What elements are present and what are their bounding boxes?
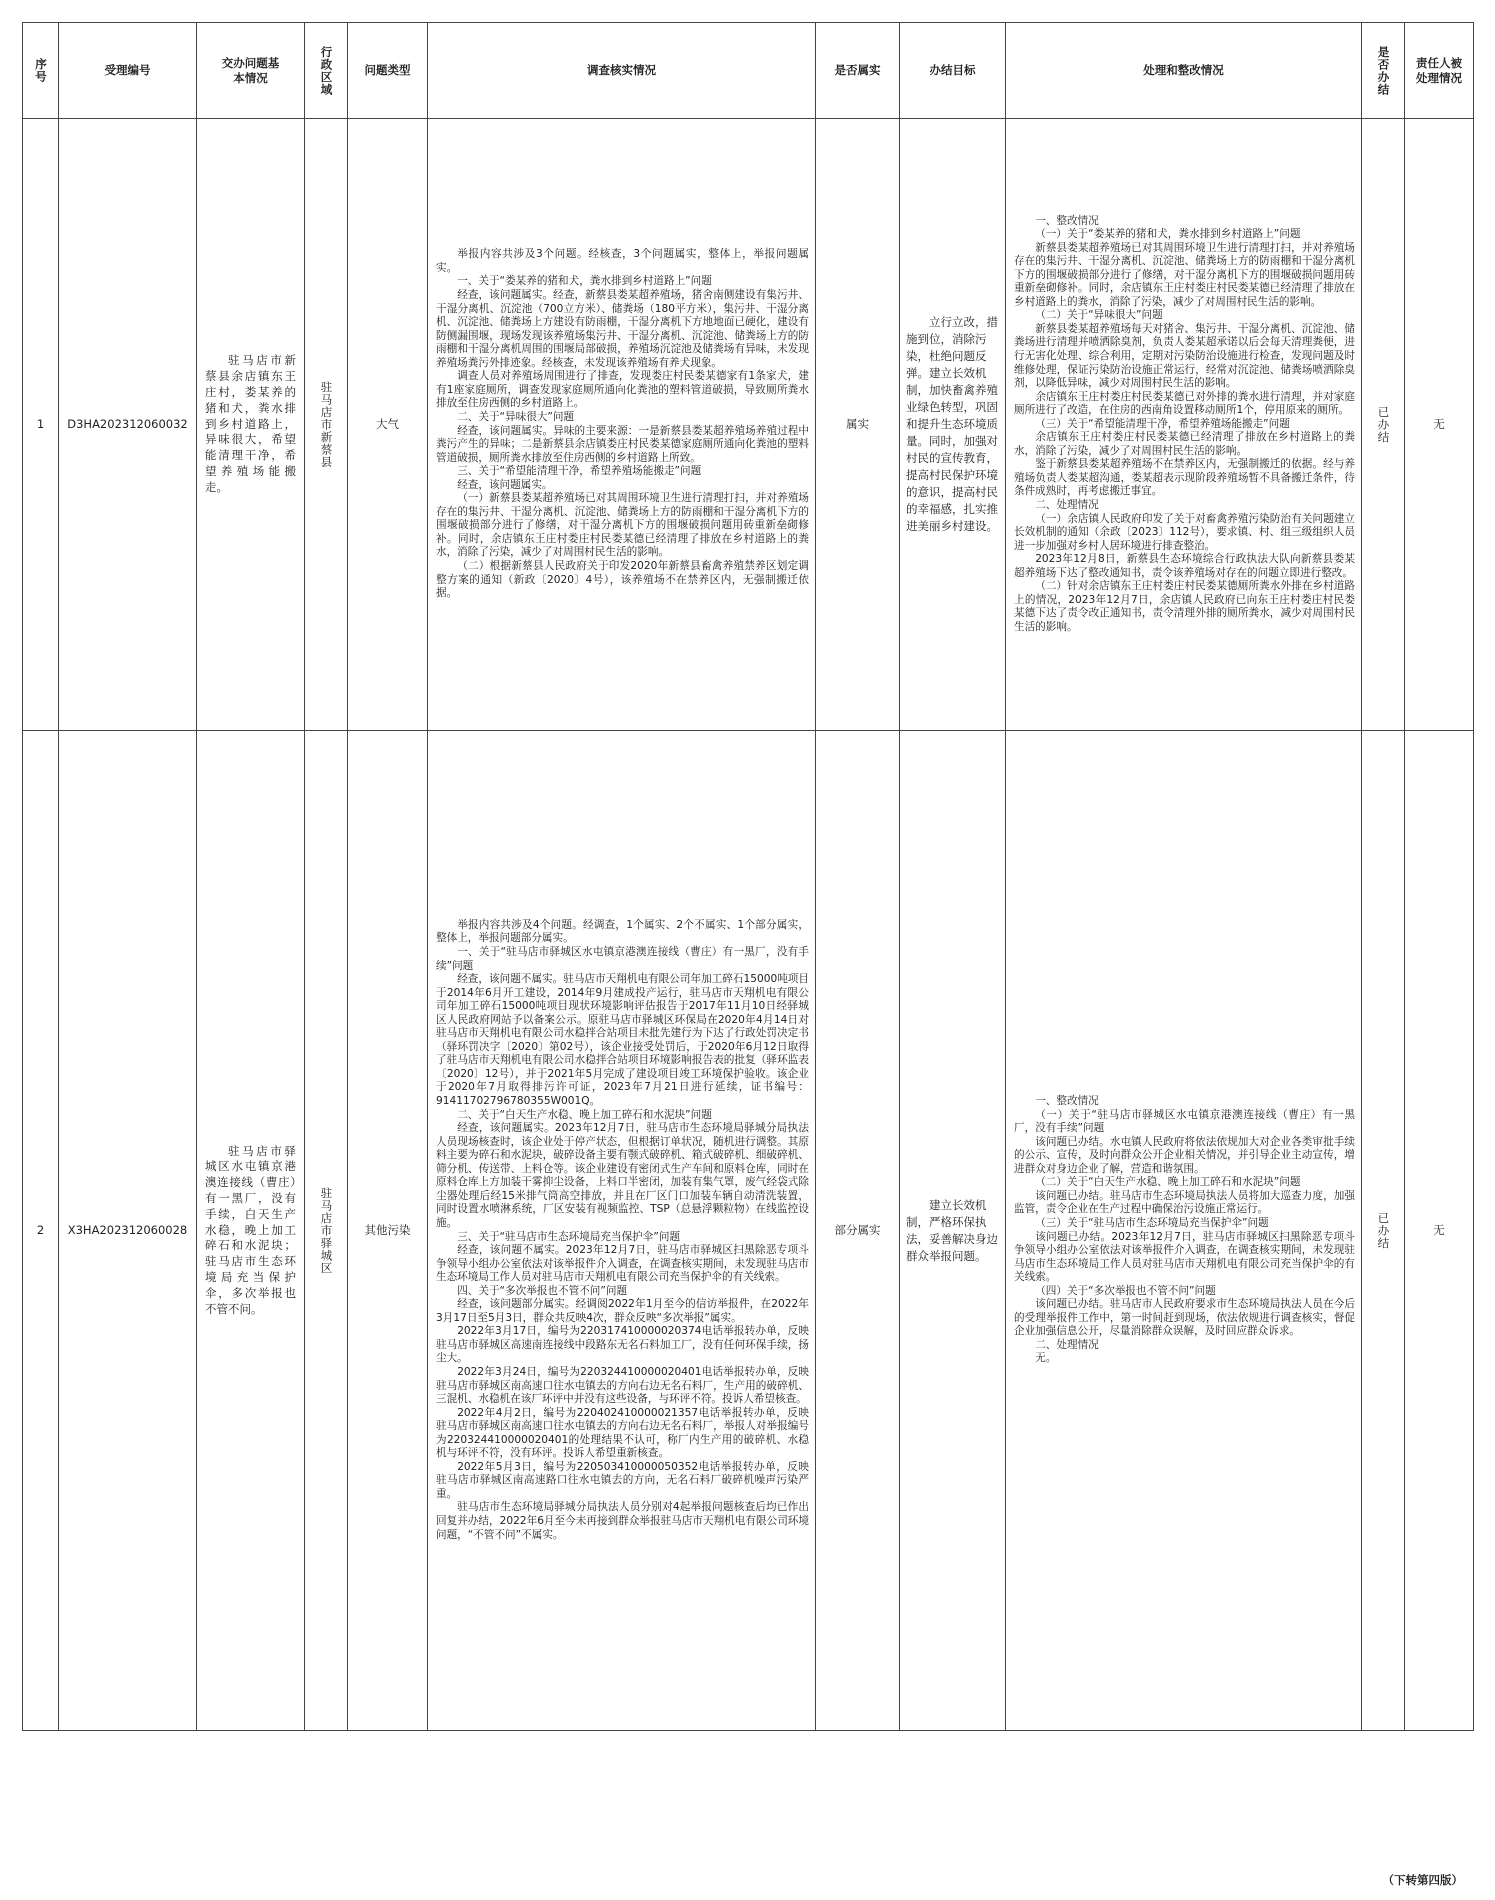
header-responsible: 责任人被处理情况 (1405, 23, 1474, 119)
header-investigation: 调查核实情况 (428, 23, 816, 119)
row-concluded: 已办结 (1362, 731, 1405, 1731)
row-accept-no: D3HA202312060032 (59, 119, 197, 731)
header-is-true: 是否属实 (816, 23, 900, 119)
row-region: 驻马店市驿城区 (305, 731, 348, 1731)
header-region: 行政区域 (305, 23, 348, 119)
header-type: 问题类型 (348, 23, 428, 119)
complaint-table (22, 22, 1474, 1731)
row-goal: 建立长效机制，严格环保执法，妥善解决身边群众举报问题。 (900, 731, 1006, 1731)
row-responsible: 无 (1405, 119, 1474, 731)
investigation-text: 举报内容共涉及3个问题。经核查，3个问题属实，整体上，举报问题属实。 一、关于“娄某养的猪和犬，粪水排到乡村道路上”问题 经查，该问题属实。经查，新蔡县娄某超养殖场，猪舍南侧建设有集污井、干湿分离机、沉淀池（700立方米）、储粪场（180平方米），集污井、干湿分离机、沉淀池、储粪场上方建设有防雨棚，干湿分离机下方地地面已硬化，建设有防侧漏围堰，现场发现该养殖场集污井、干湿分离机、沉淀池、储粪场上方的防雨棚和干湿分离机周围的围堰局部破损，养殖场沉淀池及储粪场有异味，未发现养殖场粪污外排迹象。经核查，未发现该养殖场有养犬现象。 调查人员对养殖场周围进行了排查，发现娄庄村民娄某德家有1条家犬，建有1座家庭厕所，调查发现家庭厕所通向化粪池的塑料管道破损，导致厕所粪水排放至住房西侧的乡村道路上。 二、关于“异味很大”问题 经查，该问题属实。异味的主要来源：一是新蔡县娄某超养殖场养殖过程中粪污产生的异味；二是新蔡县余店镇娄庄村民娄某德家庭厕所通向化粪池的塑料管道破损，厕所粪水排放至住房西侧的乡村道路上所致。 三、关于“希望能清理干净，希望养殖场能搬走”问题 经查，该问题属实。 （一）新蔡县娄某超养殖场已对其周围环境卫生进行清理打扫，并对养殖场存在的集污井、干湿分离机、沉淀池、储粪场上方的防雨棚和干湿分离机下方的围堰破损部分进行了修缮，对干湿分离机下方的围堰破损问题用砖重新垒砌修补。同时，余店镇东王庄村娄庄村民娄某德已经清理了排放在乡村道路上的粪水，消除了污染，减少了对周围村民生活的影响。 （二）根据新蔡县人民政府关于印发2020年新蔡县畜禽养殖禁养区划定调整方案的通知（新政〔2020〕4号），该养殖场不在禁养区内，无强制搬迁依据。 (436, 248, 809, 600)
row-investigation (428, 731, 816, 1731)
row-handling (1006, 731, 1362, 1731)
row-region: 驻马店市新蔡县 (305, 119, 348, 731)
report-table-sheet (22, 22, 1473, 1731)
row-concluded: 已办结 (1362, 119, 1405, 731)
row-type: 其他污染 (348, 731, 428, 1731)
header-accept-no: 受理编号 (59, 23, 197, 119)
row-basic: 驻马店市新蔡县余店镇东王庄村，娄某养的猪和犬，粪水排到乡村道路上，异味很大，希望能清理干净，希望养殖场能搬走。 (197, 119, 305, 731)
header-handling: 处理和整改情况 (1006, 23, 1362, 119)
row-basic: 驻马店市驿城区水屯镇京港澳连接线（曹庄）有一黑厂，没有手续，白天生产水稳，晚上加工碎石和水泥块；驻马店市生态环境局充当保护伞，多次举报也不管不问。 (197, 731, 305, 1731)
row-goal: 立行立改，措施到位，消除污染，杜绝问题反弹。建立长效机制，加快畜禽养殖业绿色转型，巩固和提升生态环境质量。同时，加强对村民的宣传教育，提高村民保护环境的意识，提高村民的幸福感，扎实推进美丽乡村建设。 (900, 119, 1006, 731)
row-accept-no: X3HA202312060028 (59, 731, 197, 1731)
row-is-true: 部分属实 (816, 731, 900, 1731)
table-row (23, 119, 1474, 731)
header-row (23, 23, 1474, 119)
row-type: 大气 (348, 119, 428, 731)
handling-text: 一、整改情况 （一）关于“驻马店市驿城区水屯镇京港澳连接线（曹庄）有一黑厂，没有手续”问题 该问题已办结。水屯镇人民政府将依法依规加大对企业各类审批手续的公示、宣传，及时向群众公开企业相关情况，并引导企业主动宣传，增进群众对身边企业了解，营造和谐氛围。 （二）关于“白天生产水稳、晚上加工碎石和水泥块”问题 该问题已办结。驻马店市生态环境局执法人员将加大巡查力度，加强监管，责令企业在生产过程中确保治污设施正常运行。 （三）关于“驻马店市生态环境局充当保护伞”问题 该问题已办结。2023年12月7日，驻马店市驿城区扫黑除恶专项斗争领导小组办公室依法对该举报件介入调查，在调查核实期间，未发现驻马店市生态环境局工作人员对驻马店市天翔机电有限公司充当保护伞的有关线索。 （四）关于“多次举报也不管不问”问题 该问题已办结。驻马店市人民政府要求市生态环境局执法人员在今后的受理举报件工作中，第一时间赶到现场，依法依规进行调查核实，督促企业加强信息公开，尽量消除群众误解，及时回应群众诉求。 二、处理情况 无。 (1014, 1095, 1355, 1365)
handling-text: 一、整改情况 （一）关于“娄某养的猪和犬，粪水排到乡村道路上”问题 新蔡县娄某超养殖场已对其周围环境卫生进行清理打扫，并对养殖场存在的集污井、干湿分离机、沉淀池、储粪场上方的防雨棚和干湿分离机下方的围堰破损部分进行了修缮，对干湿分离机下方的围堰破损问题用砖重新垒砌修补。同时，余店镇东王庄村娄庄村民娄某德已经清理了排放在乡村道路上的粪水，消除了污染，减少了对周围村民生活的影响。 （二）关于“异味很大”问题 新蔡县娄某超养殖场每天对猪舍、集污井、干湿分离机、沉淀池、储粪场进行清理并喷洒除臭剂，负责人娄某超承诺以后会每天清理粪便，进行无害化处理、综合利用，定期对污染防治设施进行检查，发现问题及时维修处理，保证污染防治设施正常运行，经常对沉淀池、储粪场喷洒除臭剂，以降低异味，减少对周围村民生活的影响。 余店镇东王庄村娄庄村民娄某德已对外排的粪水进行清理，并对家庭厕所进行了改造，在住房的西南角设置移动厕所1个，停用原来的厕所。 （三）关于“希望能清理干净，希望养殖场能搬走”问题 余店镇东王庄村娄庄村民娄某德已经清理了排放在乡村道路上的粪水，消除了污染，减少了对周围村民生活的影响。 鉴于新蔡县娄某超养殖场不在禁养区内，无强制搬迁的依据。经与养殖场负责人娄某超沟通，娄某超表示现阶段养殖场暂不具备搬迁条件，待条件成熟时，再考虑搬迁事宜。 二、处理情况 （一）余店镇人民政府印发了关于对畜禽养殖污染防治有关问题建立长效机制的通知（余政〔2023〕112号），要求镇、村、组三级组织人员进一步加强对乡村人居环境进行排查整治。 2023年12月8日，新蔡县生态环境综合行政执法大队向新蔡县娄某超养殖场下达了整改通知书，责令该养殖场对存在的问题立即进行整改。 （二）针对余店镇东王庄村娄庄村民娄某德厕所粪水外排在乡村道路上的情况，2023年12月7日，余店镇人民政府已向东王庄村娄庄村民娄某德下达了责令改正通知书，责令清理外排的厕所粪水，减少对周围村民生活的影响。 (1014, 214, 1355, 633)
row-handling (1006, 119, 1362, 731)
header-concluded: 是否办结 (1362, 23, 1405, 119)
header-seq: 序号 (23, 23, 59, 119)
investigation-text: 举报内容共涉及4个问题。经调查，1个属实、2个不属实、1个部分属实，整体上，举报问题部分属实。 一、关于“驻马店市驿城区水屯镇京港澳连接线（曹庄）有一黑厂，没有手续”问题 经查，该问题不属实。驻马店市天翔机电有限公司年加工碎石15000吨项目于2014年6月开工建设，2014年9月建成投产运行，驻马店市天翔机电有限公司年加工碎石15000吨项目现状环境影响评估报告于2017年11月10日经驿城区人民政府网站予以备案公示。原驻马店市驿城区环保局在2020年4月14日对驻马店市天翔机电有限公司水稳拌合站项目未批先建行为下达了行政处罚决定书（驿环罚决字〔2020〕第02号），该企业接受处罚后，于2020年6月12日取得了驻马店市天翔机电有限公司水稳拌合站项目环境影响报告表的批复（驿环监表〔2020〕12号），并于2021年5月完成了建设项目竣工环境保护验收。该企业于2020年7月取得排污许可证，2023年7月21日进行延续，证书编号：91411702796780355W001Q。 二、关于“白天生产水稳、晚上加工碎石和水泥块”问题 经查，该问题属实。2023年12月7日，驻马店市生态环境局驿城分局执法人员现场核查时，该企业处于停产状态，但根据订单状况，随机进行调整。其原料主要为碎石和水泥块，破碎设备主要有颚式破碎机、箱式破碎机、细破碎机、筛分机、传送带、上料仓等。该企业建设有密闭式生产车间和原料仓库，同时在原料仓库上方加装干雾抑尘设备，上料口半密闭，加装有集气罩，废气经袋式除尘器处理后经15米排气筒高空排放，并且在厂区门口加装车辆自动清洗装置，同时设置水喷淋系统，厂区安装有视频监控、TSP（总悬浮颗粒物）在线监控设施。 三、关于“驻马店市生态环境局充当保护伞”问题 经查，该问题不属实。2023年12月7日，驻马店市驿城区扫黑除恶专项斗争领导小组办公室依法对该举报件介入调查，在调查核实期间，未发现驻马店市生态环境局工作人员对驻马店市天翔机电有限公司充当保护伞的有关线索。 四、关于“多次举报也不管不问”问题 经查，该问题部分属实。经调阅2022年1月至今的信访举报件，在2022年3月17日至5月3日，群众共反映4次，群众反映“多次举报”属实。 2022年3月17日，编号为220317410000020374电话举报转办单，反映驻马店市驿城区高速南连接线中段路东无名石料加工厂，没有任何环保手续，扬尘大。 2022年3月24日，编号为220324410000020401电话举报转办单，反映驻马店市驿城区南高速口往水屯镇去的方向右边无名石料厂，生产用的破碎机、三混机、水稳机在该厂环评中并没有这些设备，与环评不符。投诉人希望核查。 2022年4月2日，编号为220402410000021357电话举报转办单，反映驻马店市驿城区南高速口往水屯镇去的方向右边无名石料厂，举报人对举报编号为220324410000020401的处理结果不认可，称厂内生产用的破碎机、水稳机与环评不符，没有环评。投诉人希望重新核查。 2022年5月3日，编号为220503410000050352电话举报转办单，反映驻马店市驿城区南高速路口往水屯镇去的方向，无名石料厂破碎机噪声污染严重。 驻马店市生态环境局驿城分局执法人员分别对4起举报问题核查后均已作出回复并办结，2022年6月至今未再接到群众举报驻马店市天翔机电有限公司环境问题，“不管不问”不属实。 (436, 918, 809, 1541)
table-row (23, 731, 1474, 1731)
row-responsible: 无 (1405, 731, 1474, 1731)
header-goal: 办结目标 (900, 23, 1006, 119)
header-basic: 交办问题基本情况 (197, 23, 305, 119)
continued-note: （下转第四版） (1382, 1873, 1463, 1887)
row-is-true: 属实 (816, 119, 900, 731)
row-seq: 2 (23, 731, 59, 1731)
row-seq: 1 (23, 119, 59, 731)
row-investigation (428, 119, 816, 731)
